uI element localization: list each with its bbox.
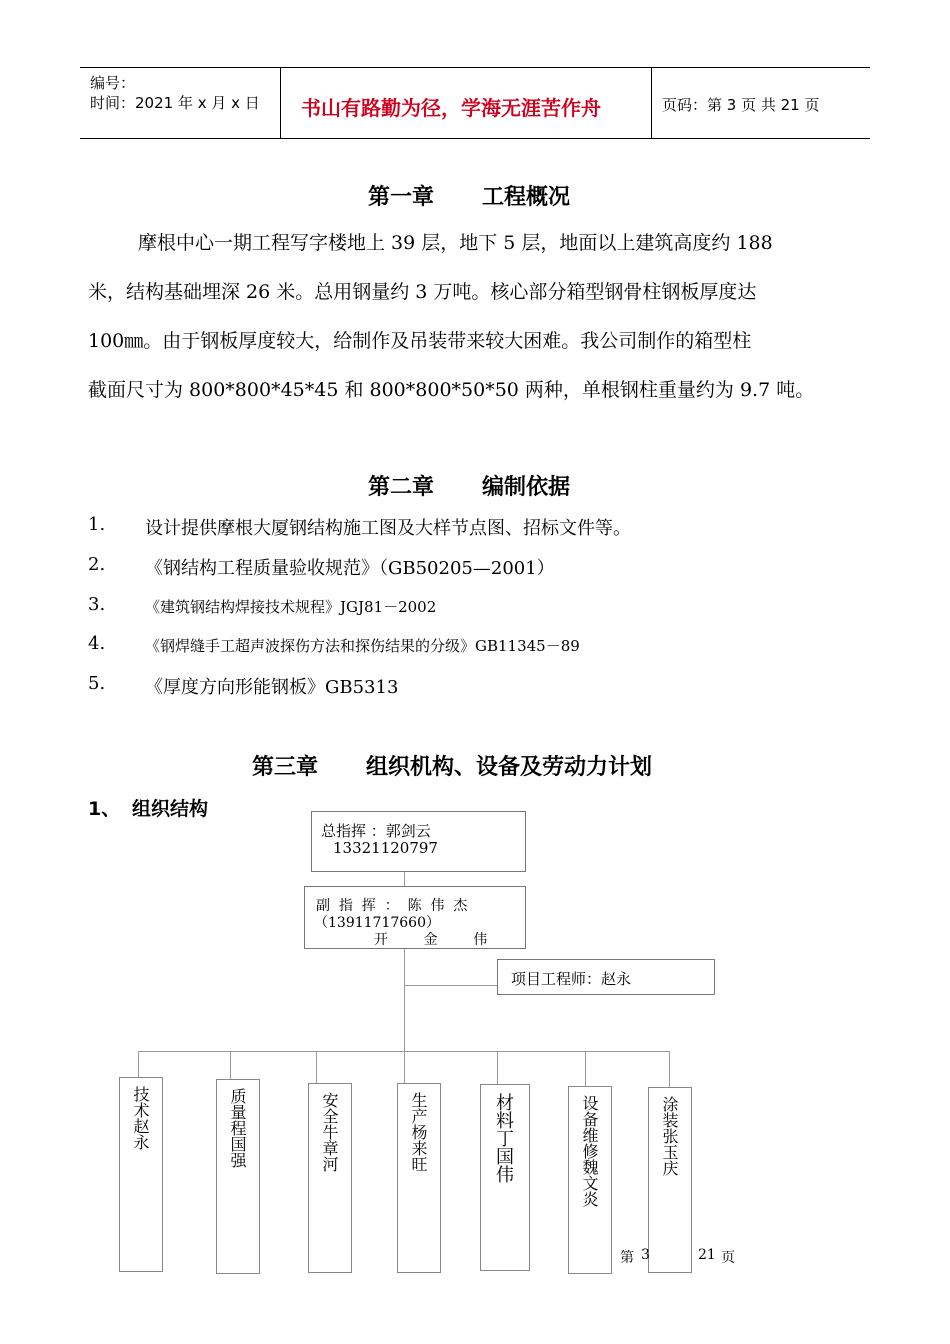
chapter1-line-4: 截面尺寸为 800*800*45*45 和 800*800*50*50 两种，单根钢柱重量约为 9.7 吨。	[88, 379, 815, 401]
ref-num-4: 4.	[88, 633, 106, 654]
ref-num-2: 2.	[88, 554, 106, 575]
dept-box-coating	[648, 1087, 692, 1273]
dept-role: 安全	[320, 1092, 339, 1124]
ref-text-2: 《钢结构工程质量验收规范》（GB50205—2001）	[145, 558, 555, 579]
header-page-cell	[652, 68, 870, 138]
page-label: 页码：第 3 页 共 21 页	[662, 96, 820, 114]
connector-trunk	[404, 949, 405, 1051]
connector-drop-2	[230, 1051, 231, 1079]
footer-total-pages: 21	[698, 1247, 716, 1263]
connector-drop-4	[404, 1051, 405, 1083]
project-engineer-label: 项目工程师：赵永	[511, 970, 632, 988]
deputy-line-2: （13911717660）	[314, 915, 440, 931]
header-meta-cell	[80, 68, 281, 138]
connector-chief-deputy	[404, 872, 405, 886]
dept-box-technology	[119, 1077, 163, 1272]
dept-role: 材料	[493, 1093, 514, 1129]
dept-box-quality	[216, 1079, 260, 1274]
dept-role: 设备维修	[580, 1095, 599, 1159]
ref-text-5: 《厚度方向形能钢板》GB5313	[145, 677, 399, 698]
footer-page-number: 3	[641, 1247, 650, 1263]
deputy-commander-box	[304, 886, 526, 949]
dept-box-safety	[308, 1083, 352, 1273]
chief-commander-phone: 13321120797	[333, 839, 438, 857]
dept-role: 质量	[228, 1088, 247, 1120]
dept-box-materials	[480, 1084, 530, 1271]
chapter1-line-1: 摩根中心一期工程写字楼地上 39 层，地下 5 层，地面以上建筑高度约 188	[138, 232, 773, 254]
chief-commander-box	[311, 811, 526, 872]
dept-role: 技术	[131, 1086, 150, 1118]
ref-num-1: 1.	[88, 514, 106, 535]
chapter1-line-3: 100㎜。由于钢板厚度较大，给制作及吊装带来较大困难。我公司制作的箱型柱	[88, 330, 752, 352]
connector-drop-5	[497, 1051, 498, 1084]
section-number: 1、	[88, 798, 121, 820]
dept-person: 张玉庆	[660, 1128, 679, 1176]
connector-drop-3	[316, 1051, 317, 1083]
footer-page-suffix: 页	[721, 1250, 735, 1266]
chapter1-title-b: 工程概况	[482, 185, 571, 210]
chapter1-line-2: 米，结构基础埋深 26 米。总用钢量约 3 万吨。核心部分箱型钢骨柱钢板厚度达	[88, 281, 757, 303]
connector-engineer	[404, 985, 497, 986]
ref-text-4: 《钢焊缝手工超声波探伤方法和探伤结果的分级》GB11345－89	[145, 637, 580, 655]
time-label: 时间：2021 年 x 月 x 日	[90, 94, 260, 112]
connector-drop-6	[585, 1051, 586, 1086]
connector-drop-1	[138, 1051, 139, 1077]
connector-drop-7	[669, 1051, 670, 1087]
dept-person: 牛章河	[320, 1124, 339, 1172]
chief-commander-name: 总指挥 ：郭剑云	[321, 822, 431, 840]
deputy-line-1: 副 指 挥 ： 陈 伟 杰	[316, 898, 468, 914]
dept-box-equipment	[568, 1086, 612, 1274]
dept-person: 杨来旺	[409, 1124, 428, 1172]
chapter2-title-b: 编制依据	[482, 475, 571, 500]
dept-person: 丁国伟	[493, 1129, 514, 1183]
motto: 书山有路勤为径，学海无涯苦作舟	[301, 96, 601, 120]
chapter3-title-b: 组织机构、设备及劳动力计划	[366, 755, 653, 780]
dept-role: 生产	[409, 1092, 428, 1124]
header-motto-cell	[281, 68, 652, 138]
ref-num-5: 5.	[88, 673, 106, 694]
dept-person: 赵永	[131, 1118, 150, 1150]
number-label: 编号：	[90, 74, 136, 92]
header-table	[80, 67, 870, 139]
deputy-line-3: 开 金 伟	[374, 932, 488, 948]
dept-box-production	[397, 1083, 441, 1273]
dept-role: 涂装	[660, 1096, 679, 1128]
chapter3-title-a: 第三章	[252, 755, 319, 780]
project-engineer-box	[497, 959, 715, 995]
dept-person: 魏文炎	[580, 1159, 599, 1207]
dept-person: 程国强	[228, 1120, 247, 1168]
ref-num-3: 3.	[88, 594, 106, 615]
chapter2-title-a: 第二章	[368, 475, 435, 500]
ref-text-1: 设计提供摩根大厦钢结构施工图及大样节点图、招标文件等。	[145, 518, 631, 539]
ref-text-3: 《建筑钢结构焊接技术规程》JGJ81－2002	[145, 598, 437, 616]
footer-page-prefix: 第	[620, 1250, 634, 1266]
section-title: 组织结构	[132, 798, 209, 820]
chapter1-title-a: 第一章	[368, 185, 435, 210]
